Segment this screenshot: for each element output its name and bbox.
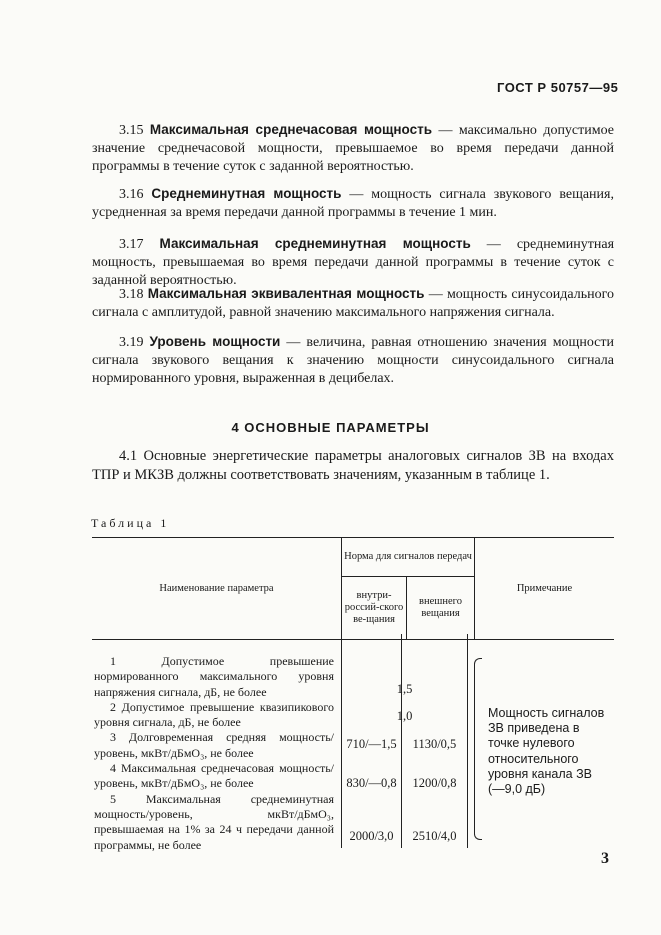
clause-number: 3.15 (119, 123, 144, 138)
row-name-1: 1 Допустимое превышение нормированного максимального уровня напряжения сигнала, дБ, не более (94, 654, 334, 699)
row-names (94, 654, 334, 853)
section-title: 4 ОСНОВНЫЕ ПАРАМЕТРЫ (231, 420, 430, 435)
parameters-table (92, 537, 614, 640)
term: Уровень мощности (149, 334, 281, 349)
clause-number: 3.19 (119, 335, 144, 350)
header-internal: внутри-россий-ского ве-щания (342, 577, 407, 640)
term: Максимальная среднечасовая мощность (149, 122, 433, 137)
clause-number: 3.16 (119, 187, 144, 202)
row-value-1: 1,5 (396, 682, 413, 696)
paragraph-3-16 (92, 185, 614, 222)
row-name-5: 5 Максимальная среднеминутная мощность/уровень, мкВт/дБмО₃, превышаемая на 1% за 24 ч передачи данной программы, не более (94, 791, 334, 852)
definition: — максимально допустимое значение среднечасовой мощности, превышаемое во время передачи данной программы в течение суток с заданной вероятностью. (92, 123, 615, 175)
clause-number: 3.17 (119, 237, 144, 252)
paragraph-4-1: 4.1 Основные энергетические параметры аналоговых сигналов ЗВ на входах ТПР и МКЗВ должны соответствовать значениям, указанным в таблице 1. (92, 448, 614, 483)
term: Максимальная среднеминутная мощность (159, 236, 471, 251)
definition: — мощность сигнала звукового вещания, усредненная за время передачи данной программы в течение 1 мин. (92, 187, 614, 221)
row-3-internal: 710/—1,5 (346, 737, 397, 751)
row-name-2: 2 Допустимое превышение квазипикового уровня сигнала, дБ, не более (94, 699, 334, 730)
row-value-2: 1,0 (396, 709, 413, 723)
term: Среднеминутная мощность (151, 186, 342, 201)
row-5-external: 2510/4,0 (412, 829, 457, 843)
paragraph-3-17 (92, 235, 614, 291)
page-number: 3 (601, 850, 609, 867)
term: Максимальная эквивалентная мощность (147, 286, 425, 301)
definition: — мощность синусоидального сигнала с амплитудой, равной значению максимального напряжения сигнала. (92, 287, 614, 321)
row-5-internal: 2000/3,0 (349, 829, 394, 843)
table-note: Мощность сигналов ЗВ приведена в точке нулевого относительного уровня канала ЗВ (—9,0 дБ) (488, 706, 605, 797)
header-name: Наименование параметра (92, 538, 342, 640)
document-code: ГОСТ Р 50757—95 (497, 80, 619, 95)
row-4-internal: 830/—0,8 (346, 776, 397, 790)
paragraph-3-15 (92, 121, 614, 177)
paragraph-3-18 (92, 285, 614, 322)
row-4-external: 1200/0,8 (412, 776, 457, 790)
definition: — среднеминутная мощность, превышаемая во время передачи данной программы в течение суток с заданной вероятностью. (92, 237, 615, 289)
table-caption: Таблица 1 (91, 516, 170, 530)
column-divider (467, 634, 468, 848)
row-name-3: 3 Долговременная средняя мощность/уровень, мкВт/дБмО₃, не более (94, 730, 334, 760)
header-note: Примечание (475, 538, 615, 640)
row-3-external: 1130/0,5 (412, 737, 457, 751)
row-name-4: 4 Максимальная среднечасовая мощность/уровень, мкВт/дБмО₃, не более (94, 761, 334, 791)
paragraph-3-19 (92, 333, 614, 389)
note-bracket (474, 658, 482, 840)
definition: — величина, равная отношению значения мощности сигнала звукового вещания к значению мощности синусоидального сигнала нормированного уровня, выраженная в децибелах. (92, 335, 614, 387)
clause-number: 3.18 (119, 287, 144, 302)
header-external: внешнего вещания (407, 577, 475, 640)
header-norm: Норма для сигналов передач (342, 538, 475, 577)
